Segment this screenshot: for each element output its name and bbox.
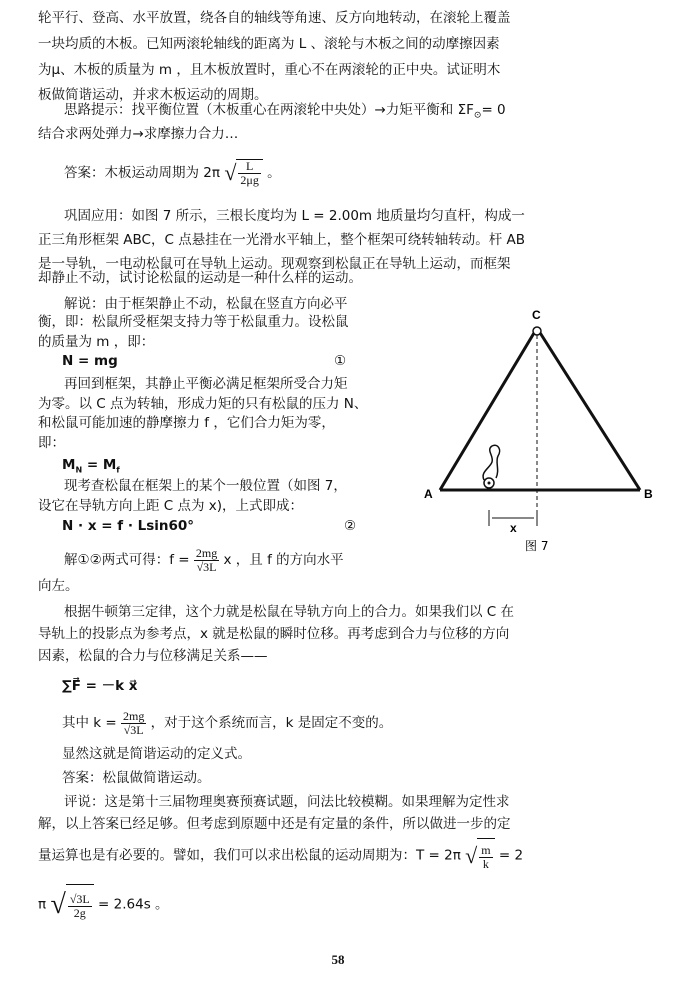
solution-line5: 为零。以 C 点为转轴，形成力矩的只有松鼠的压力 N、 [38, 396, 368, 412]
rod-ca [440, 328, 537, 490]
newton-line1: 根据牛顿第三定律，这个力就是松鼠在导轨方向上的合力。如果我们以 C 在 [64, 604, 515, 620]
page-number: 58 [331, 952, 345, 967]
equation-moments: $M_N = M_f$ [62, 457, 120, 475]
label-a: A [424, 487, 433, 501]
para1-line1: 轮平行、登高、水平放置，绕各自的轴线等角速、反方向地转动，在滚轮上覆盖 [38, 10, 511, 26]
consolidate-line2: 正三角形框架 ABC，C 点悬挂在一光滑水平轴上，整个框架可绕转轴转动。杆 AB [38, 232, 525, 248]
equation-force: ∑F⃗ = －k x⃗ [62, 678, 138, 694]
label-x: x [510, 521, 517, 535]
newton-line3: 因素，松鼠的合力与位移满足关系—— [38, 648, 268, 664]
solution-line4: 再回到框架，其静止平衡必满足框架所受合力矩 [64, 376, 348, 392]
equation-2: N · x = f · Lsin60° [62, 518, 195, 534]
equation-2-tag: ② [344, 518, 357, 534]
comment-line4: π √ $\frac{√3L}{2g}$ = 2.64s 。 [38, 884, 169, 925]
answer1: 答案：木板运动周期为 2π √ $\frac{L}{2\mu g}$ 。 [64, 159, 281, 188]
para1-line4: 板做简谐运动，并求木板运动的周期。 [38, 87, 268, 103]
consolidate-line3: 是一导轨，一电动松鼠可在导轨上运动。现观察到松鼠正在导轨上运动，而框架 [38, 256, 511, 272]
equation-1: N = mg [62, 353, 118, 369]
solution-line7: 即： [38, 435, 65, 451]
figure-caption: 图 7 [525, 539, 549, 553]
comment-line2: 解，以上答案已经足够。但考虑到原题中还是有定量的条件，所以做进一步的定 [38, 816, 511, 832]
solution-line10: 解①②两式可得：f = $\frac{2mg}{√3L}$ x ，且 f 的方向水平 [64, 545, 344, 574]
para1-line2: 一块均质的木板。已知两滚轮轴线的距离为 L 、滚轮与木板之间的动摩擦因素 [38, 36, 500, 52]
equation-1-tag: ① [334, 353, 347, 369]
sqrt-l-over-2mug: √ $\frac{L}{2\mu g}$ [224, 159, 263, 187]
pivot-axle [533, 327, 541, 335]
label-c: C [532, 308, 541, 322]
solution-line8: 现考查松鼠在框架上的某个一般位置（如图 7， [64, 478, 347, 494]
triangle-diagram [420, 300, 660, 560]
comment-line1: 评说：这是第十三届物理奥赛预赛试题，问法比较模糊。如果理解为定性求 [64, 794, 510, 810]
hint-line1: 思路提示：找平衡位置（木板重心在两滚轮中央处）→力矩平衡和 $\Sigma F_⊙= 0$ [64, 102, 506, 121]
solution-line6: 和松鼠可能加速的静摩擦力 f ，它们合力矩为零， [38, 415, 335, 431]
label-b: B [644, 487, 653, 501]
figure-7 [420, 300, 660, 560]
solution-line11: 向左。 [38, 578, 79, 594]
rod-cb [537, 328, 640, 490]
solution-line3: 的质量为 m ，即： [38, 334, 155, 350]
solution-line9: 设它在导轨方向上距 C 点为 x)，上式即成： [38, 498, 304, 514]
consolidate-line1: 巩固应用：如图 7 所示，三根长度均为 L = 2.00m 地质量均匀直杆，构成一 [64, 208, 525, 224]
consolidate-line4: 却静止不动，试讨论松鼠的运动是一种什么样的运动。 [38, 270, 362, 286]
squirrel-icon [483, 445, 500, 488]
hint-line2: 结合求两处弹力→求摩擦力合力… [38, 126, 239, 142]
solution-line1: 解说：由于框架静止不动，松鼠在竖直方向必平 [64, 296, 348, 312]
solution-line2: 衡，即：松鼠所受框架支持力等于松鼠重力。设松鼠 [38, 314, 349, 330]
para1-line3: 为μ、木板的质量为 m ，且木板放置时，重心不在两滚轮的正中央。试证明木 [38, 62, 501, 78]
newton-line2: 导轨上的投影点为参考点，x 就是松鼠的瞬时位移。再考虑到合力与位移的方向 [38, 626, 510, 642]
newton-line4: 显然这就是简谐运动的定义式。 [62, 746, 251, 762]
k-definition: 其中 k = $\frac{2mg}{√3L}$ ，对于这个系统而言，k 是固定不变的。 [62, 708, 393, 737]
comment-line3: 量运算也是有必要的。譬如，我们可以求出松鼠的运动周期为：T = 2π √ $\frac{m}{k}$ = 2 [38, 838, 523, 873]
answer2: 答案：松鼠做简谐运动。 [62, 770, 211, 786]
